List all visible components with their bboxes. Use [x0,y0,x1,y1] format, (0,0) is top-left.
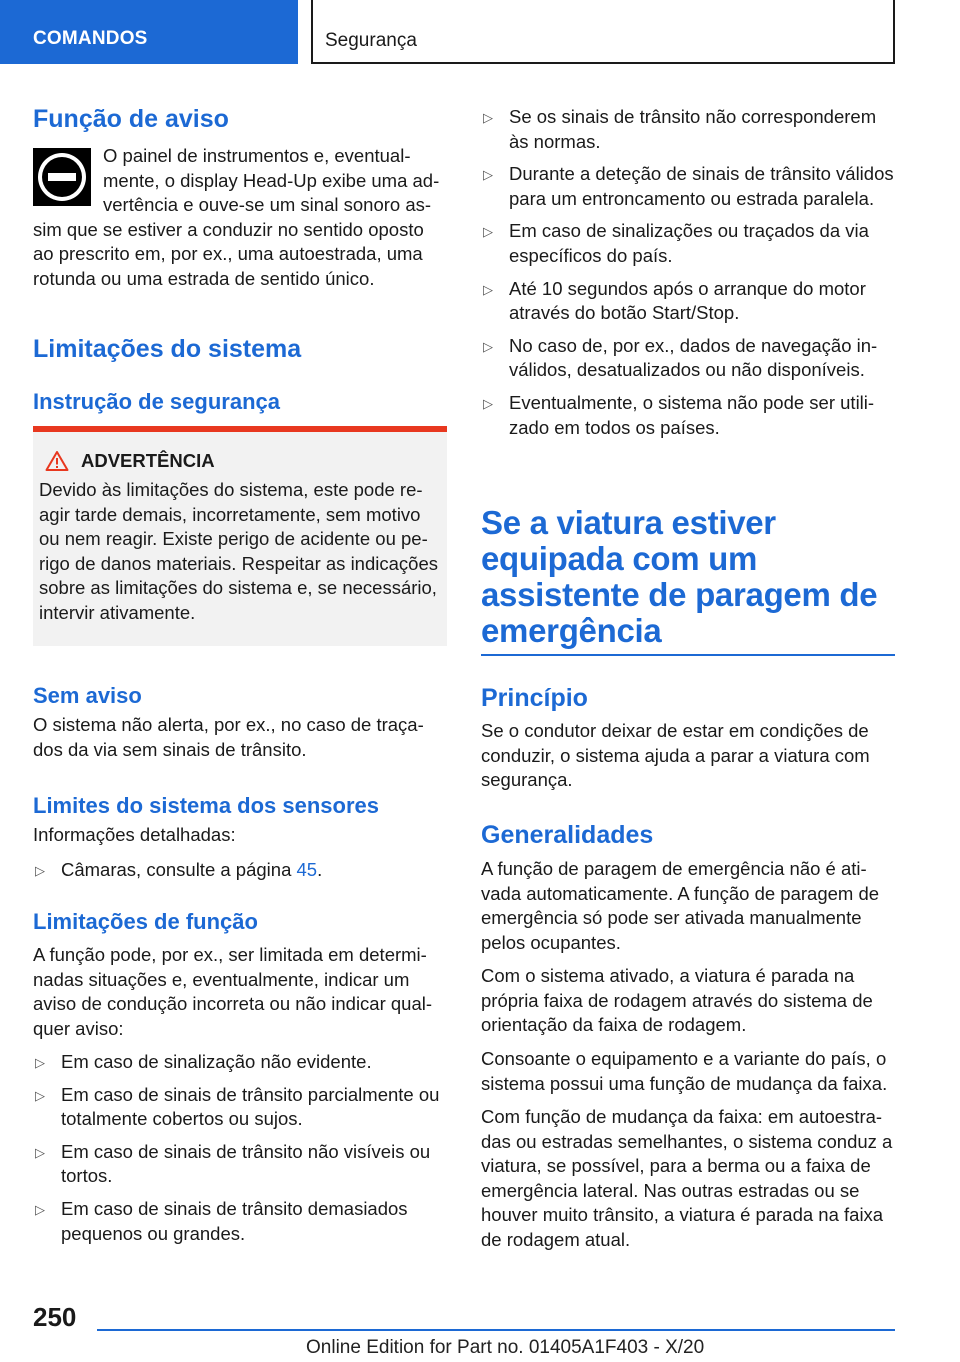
limitacoes-funcao-list [33,1050,447,1254]
list-item: ▷ Câmaras, consulte a página 45. [33,858,447,883]
list-item: ▷ Durante a deteção de sinais de trânsito válidos para um entroncamento ou estrada paralela. [483,163,894,209]
list-item: ▷ Se os sinais de trânsito não corresponderem às normas. [483,106,877,152]
list-item: ▷ Em caso de sinais de trânsito não visíveis ou tortos. [35,1140,431,1187]
page-number: 250 [33,1302,77,1332]
generalidades-p2: Com o sistema ativado, a viatura é parada na própria faixa de rodagem através do sistema de orientação da faixa de rodagem. [481,965,873,1036]
list-item: ▷ Em caso de sinalizações ou traçados da via específicos do país. [483,220,869,266]
triangle-bullet-icon: ▷ [483,281,493,297]
triangle-bullet-icon: ▷ [35,863,45,878]
heading-limites-sensores: Limites do sistema dos sensores [33,793,380,818]
heading-instrucao-seguranca: Instrução de segurança [33,389,280,414]
list-item: ▷ Eventualmente, o sistema não pode ser utilizado em todos os países. [483,391,875,438]
triangle-bullet-icon: ▷ [35,1055,45,1070]
sem-aviso-text: O sistema não alerta, por ex., no caso de traçados da via sem sinais de trânsito. [33,714,424,760]
triangle-bullet-icon: ▷ [483,338,493,354]
triangle-bullet-icon: ▷ [483,224,493,240]
heading-limitacoes-funcao: Limitações de função [33,909,258,934]
chapter-title: Segurança [325,30,417,51]
section-label: COMANDOS [33,28,148,49]
heading-principio: Princípio [481,684,588,712]
generalidades-p3: Consoante o equipamento e a variante do país, o sistema possui uma função de mudança da faixa. [481,1048,888,1094]
triangle-bullet-icon: ▷ [483,110,493,125]
triangle-bullet-icon: ▷ [35,1144,45,1160]
heading-sem-aviso: Sem aviso [33,683,142,708]
section-rule [481,654,895,656]
heading-generalidades: Generalidades [481,821,654,849]
header-underline [311,62,895,64]
limitacoes-funcao-list-cont [481,105,895,448]
list-item: ▷ No caso de, por ex., dados de navegação inválidos, desatualizados ou não disponíveis. [483,334,878,381]
list-item: ▷ Em caso de sinais de trânsito demasiados pequenos ou grandes. [35,1197,408,1244]
heading-funcao-aviso: Função de aviso [33,105,229,133]
heading-limitacoes-sistema: Limitações do sistema [33,335,302,363]
funcao-aviso-block [33,144,447,292]
list-item: ▷ Até 10 segundos após o arranque do motor através do botão Start/Stop. [483,277,866,324]
sensores-list [33,858,447,891]
principio-text: Se o condutor deixar de estar em condições de conduzir, o sistema ajuda a parar a viatura com segurança. [481,720,870,791]
triangle-bullet-icon: ▷ [483,395,493,411]
heading-assistente-paragem: Se a viatura estiver equipada com um assistente de paragem de emergência [481,504,878,649]
limitacoes-funcao-text: A função pode, por ex., ser limitada em determinadas situações e, eventualmente, indicar um aviso de condução incorreta ou não indicar qualquer aviso: [33,944,433,1039]
triangle-bullet-icon: ▷ [35,1201,45,1217]
list-item: ▷ Em caso de sinalização não evidente. [33,1050,447,1075]
funcao-aviso-text: O painel de instrumentos e, eventualmente, o display Head-Up exibe uma advertência e ouve-se um sinal sonoro assim que se estiver a conduzir no sentido oposto ao prescrito em, por ex., uma autoestrada, uma rotunda ou uma estrada de sentido único. [33,145,440,289]
limites-sensores-text: Informações detalhadas: [33,824,236,845]
page-link[interactable]: 45 [296,859,318,880]
no-entry-icon [33,148,91,206]
header-divider-right [893,0,895,64]
warning-label: ADVERTÊNCIA [81,450,215,471]
footer-rule [97,1329,895,1331]
warning-header [45,450,440,472]
header-divider [311,0,313,64]
generalidades-p1: A função de paragem de emergência não é ativada automaticamente. A função de paragem de emergência só pode ser ativada manualmente pelos ocupantes. [481,858,880,953]
footer-edition: Online Edition for Part no. 01405A1F403 - X/20 [306,1337,705,1358]
warning-box [33,426,447,646]
warning-text: Devido às limitações do sistema, este pode reagir tarde demais, incorretamente, sem motivo ou nem reagir. Existe perigo de acidente ou perigo de danos materiais. Respeitar as indicações sobre as limitações do sistema e, se necessário, intervir ativamente. [39,479,438,623]
generalidades-p4: Com função de mudança da faixa: em autoestradas ou estradas semelhantes, o sistema conduz a viatura, se possível, para a berma ou a faixa de emergência lateral. Nas outras estradas ou se houver muito trânsito, a viatura é parada na faixa de rodagem atual. [481,1106,893,1250]
section-tab [0,0,298,64]
triangle-bullet-icon: ▷ [483,167,493,183]
triangle-bullet-icon: ▷ [35,1087,45,1103]
warning-triangle-icon [45,450,69,472]
list-item: ▷ Em caso de sinais de trânsito parcialmente ou totalmente cobertos ou sujos. [35,1083,440,1130]
